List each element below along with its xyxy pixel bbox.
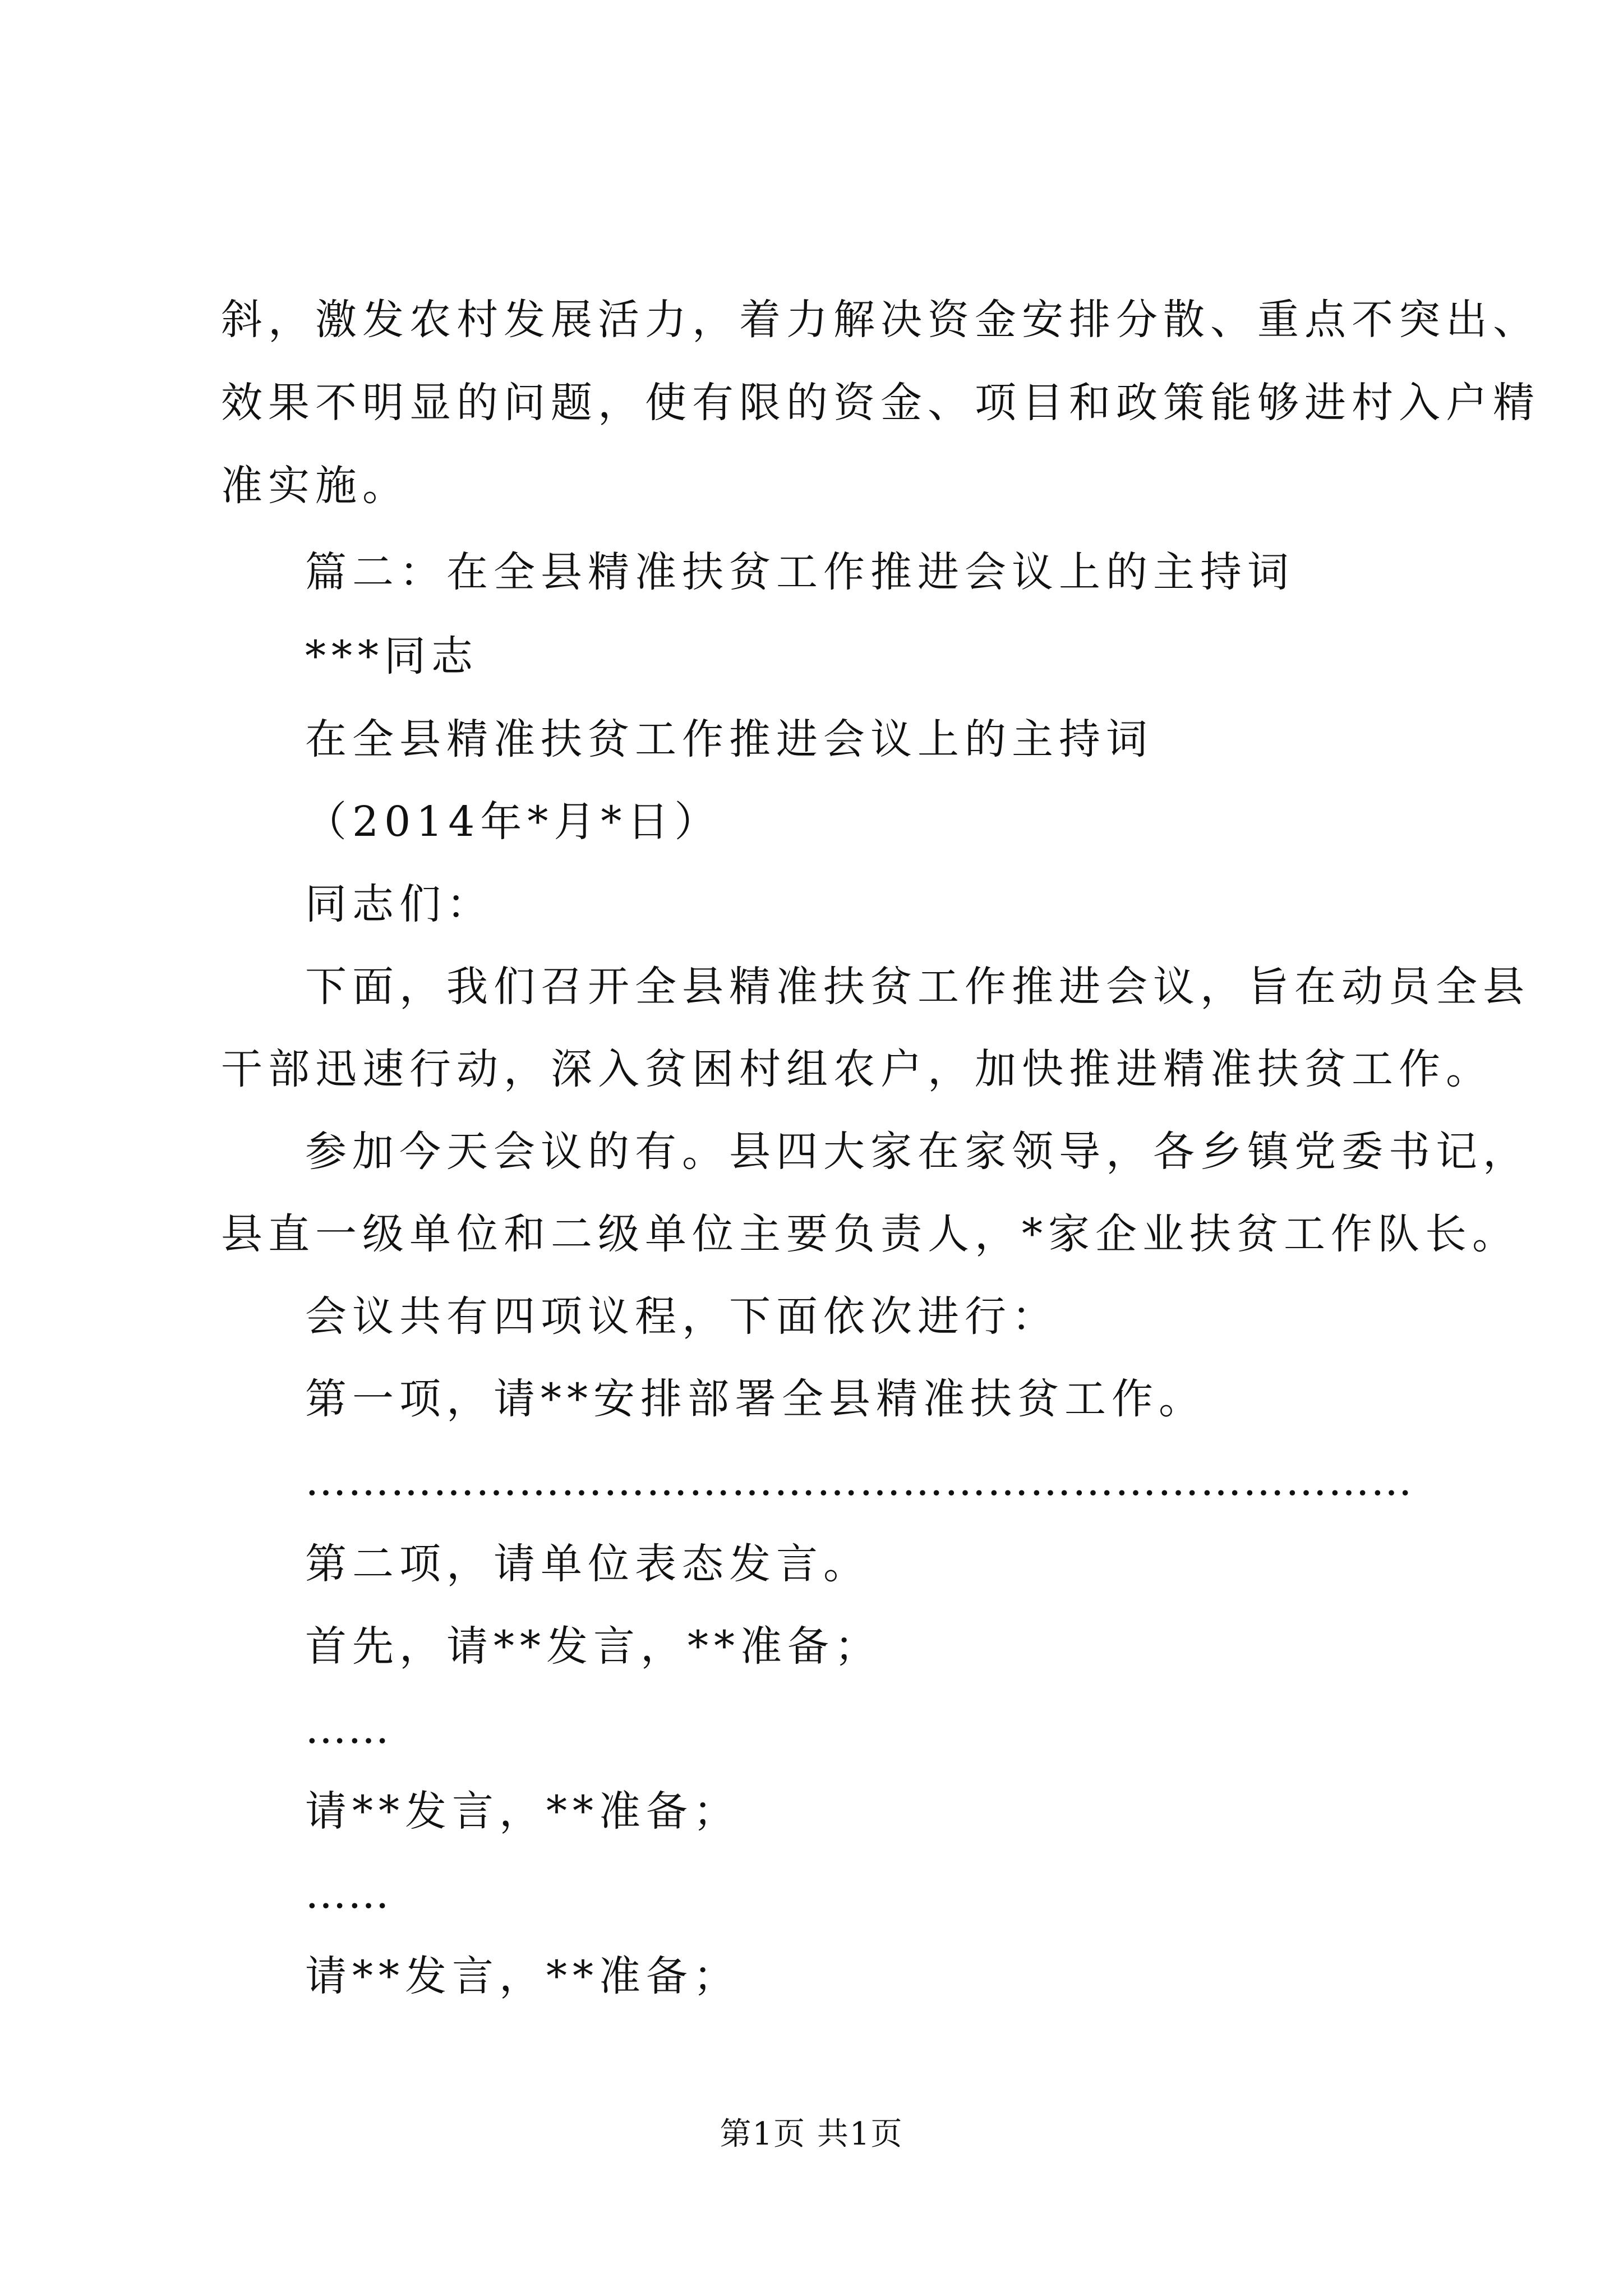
paragraph-2-line-2: 县直一级单位和二级单位主要负责人，*家企业扶贫工作队长。 xyxy=(221,1210,1519,1258)
agenda-intro: 会议共有四项议程，下面依次进行： xyxy=(305,1292,1059,1341)
speaker-line-1: 首先，请**发言，**准备； xyxy=(305,1622,882,1671)
body-line-3: 准实施。 xyxy=(221,462,409,510)
addressee-line: ***同志 xyxy=(305,632,478,680)
agenda-item-1: 第一项，请**安排部署全县精准扶贫工作。 xyxy=(305,1375,1206,1423)
long-ellipsis-line: …………………………………………………………………… xyxy=(305,1457,1413,1505)
short-ellipsis-1: …… xyxy=(305,1705,390,1753)
paragraph-1-line-1: 下面，我们召开全县精准扶贫工作推进会议，旨在动员全县 xyxy=(305,963,1530,1011)
speaker-line-3: 请**发言，**准备； xyxy=(305,1952,740,2000)
document-title: 在全县精准扶贫工作推进会议上的主持词 xyxy=(305,715,1153,763)
salutation: 同志们： xyxy=(305,880,494,928)
agenda-item-2: 第二项，请单位表态发言。 xyxy=(305,1540,870,1588)
page-footer: 第1页 共1页 xyxy=(720,2116,903,2152)
speaker-line-2: 请**发言，**准备； xyxy=(305,1787,740,1835)
paragraph-1-line-2: 干部迅速行动，深入贫困村组农户，加快推进精准扶贫工作。 xyxy=(221,1045,1493,1093)
short-ellipsis-2: …… xyxy=(305,1870,390,1918)
body-line-1: 斜，激发农村发展活力，着力解决资金安排分散、重点不突出、 xyxy=(221,296,1540,344)
body-line-2: 效果不明显的问题，使有限的资金、项目和政策能够进村入户精 xyxy=(221,379,1540,427)
document-date: （2014年*月*日） xyxy=(305,798,722,846)
section-heading: 篇二：在全县精准扶贫工作推进会议上的主持词 xyxy=(305,548,1294,596)
paragraph-2-line-1: 参加今天会议的有。县四大家在家领导，各乡镇党委书记， xyxy=(305,1128,1530,1176)
